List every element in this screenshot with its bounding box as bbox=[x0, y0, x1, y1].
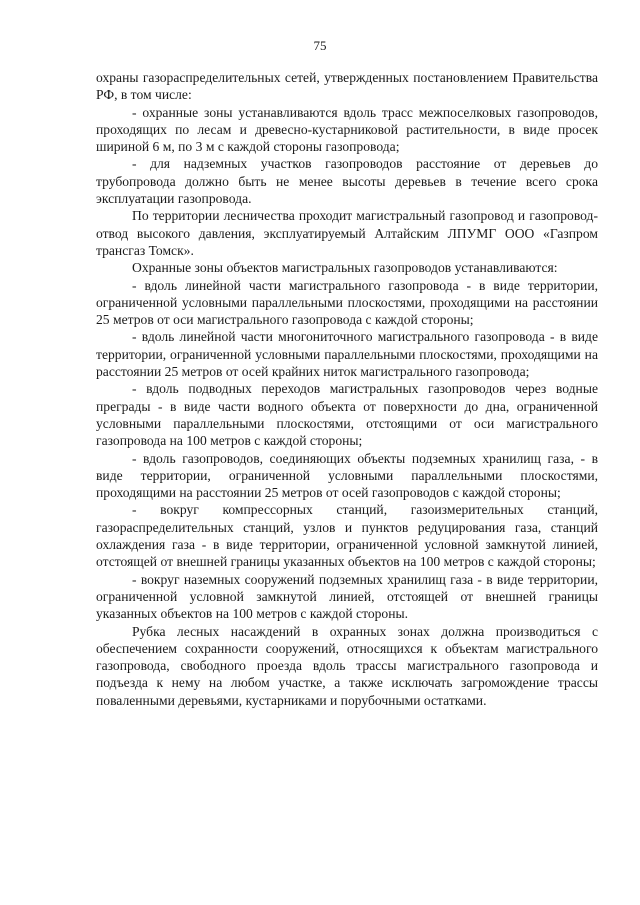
paragraph: Охранные зоны объектов магистральных газопроводов устанавливаются: bbox=[132, 260, 558, 276]
paragraph: Рубка лесных насаждений в охранных зонах должна производиться с обеспечением сохранности сооружений, относящихся к объектам магистрального газопровода, свободного проезда вдоль трассы магистрального газопровода и подъезда к нему на любом участке, а также исключать загромождение трассы поваленными деревьями, кустарниками и порубочными остатками. bbox=[96, 623, 598, 708]
paragraph: - для надземных участков газопроводов расстояние от деревьев до трубопровода должно быть не менее высоты деревьев в течение всего срока эксплуатации газопровода. bbox=[96, 156, 598, 207]
paragraph: - вдоль подводных переходов магистральных газопроводов через водные преграды - в виде части водного объекта от поверхности до дна, ограниченной условными параллельными плоскостями, отстоящими от оси магистрального газопровода на 100 метров с каждой стороны; bbox=[96, 381, 598, 449]
paragraph: - вдоль линейной части многониточного магистрального газопровода - в виде территории, ограниченной условными параллельными плоскостями, проходящими на расстоянии 25 метров от осей крайних ниток магистрального газопровода; bbox=[96, 329, 598, 380]
paragraph: - вокруг наземных сооружений подземных хранилищ газа - в виде территории, ограниченной условной замкнутой линией, отстоящей от внешней границы указанных объектов на 100 метров с каждой стороны. bbox=[96, 571, 598, 622]
paragraph: По территории лесничества проходит магистральный газопровод и газопровод-отвод высокого давления, эксплуатируемый Алтайским ЛПУМГ ООО «Газпром трансгаз Томск». bbox=[96, 208, 598, 258]
paragraph: - вдоль газопроводов, соединяющих объекты подземных хранилищ газа, - в виде территории, ограниченной условными параллельными плоскостями, проходящими на расстоянии 25 метров от осей газопроводов с каждой стороны; bbox=[96, 450, 598, 501]
paragraph: охраны газораспределительных сетей, утвержденных постановлением Правительства РФ, в том числе: bbox=[96, 70, 598, 103]
paragraph: - вдоль линейной части магистрального газопровода - в виде территории, ограниченной условными параллельными плоскостями, проходящими на расстоянии 25 метров от оси магистрального газопровода с каждой стороны; bbox=[96, 277, 598, 328]
page-number: 75 bbox=[313, 38, 327, 53]
body-text bbox=[96, 69, 598, 709]
paragraph: - вокруг компрессорных станций, газоизмерительных станций, газораспределительных станций, узлов и пунктов редуцирования газа, станций охлаждения газа - в виде территории, ограниченной условной замкнутой линией, отстоящей от внешней границы указанных объектов на 100 метров с каждой стороны; bbox=[96, 502, 598, 570]
paragraph: - охранные зоны устанавливаются вдоль трасс межпоселковых газопроводов, проходящих по лесам и древесно-кустарниковой растительности, в виде просек шириной 6 м, по 3 м с каждой стороны газопровода; bbox=[96, 104, 598, 155]
